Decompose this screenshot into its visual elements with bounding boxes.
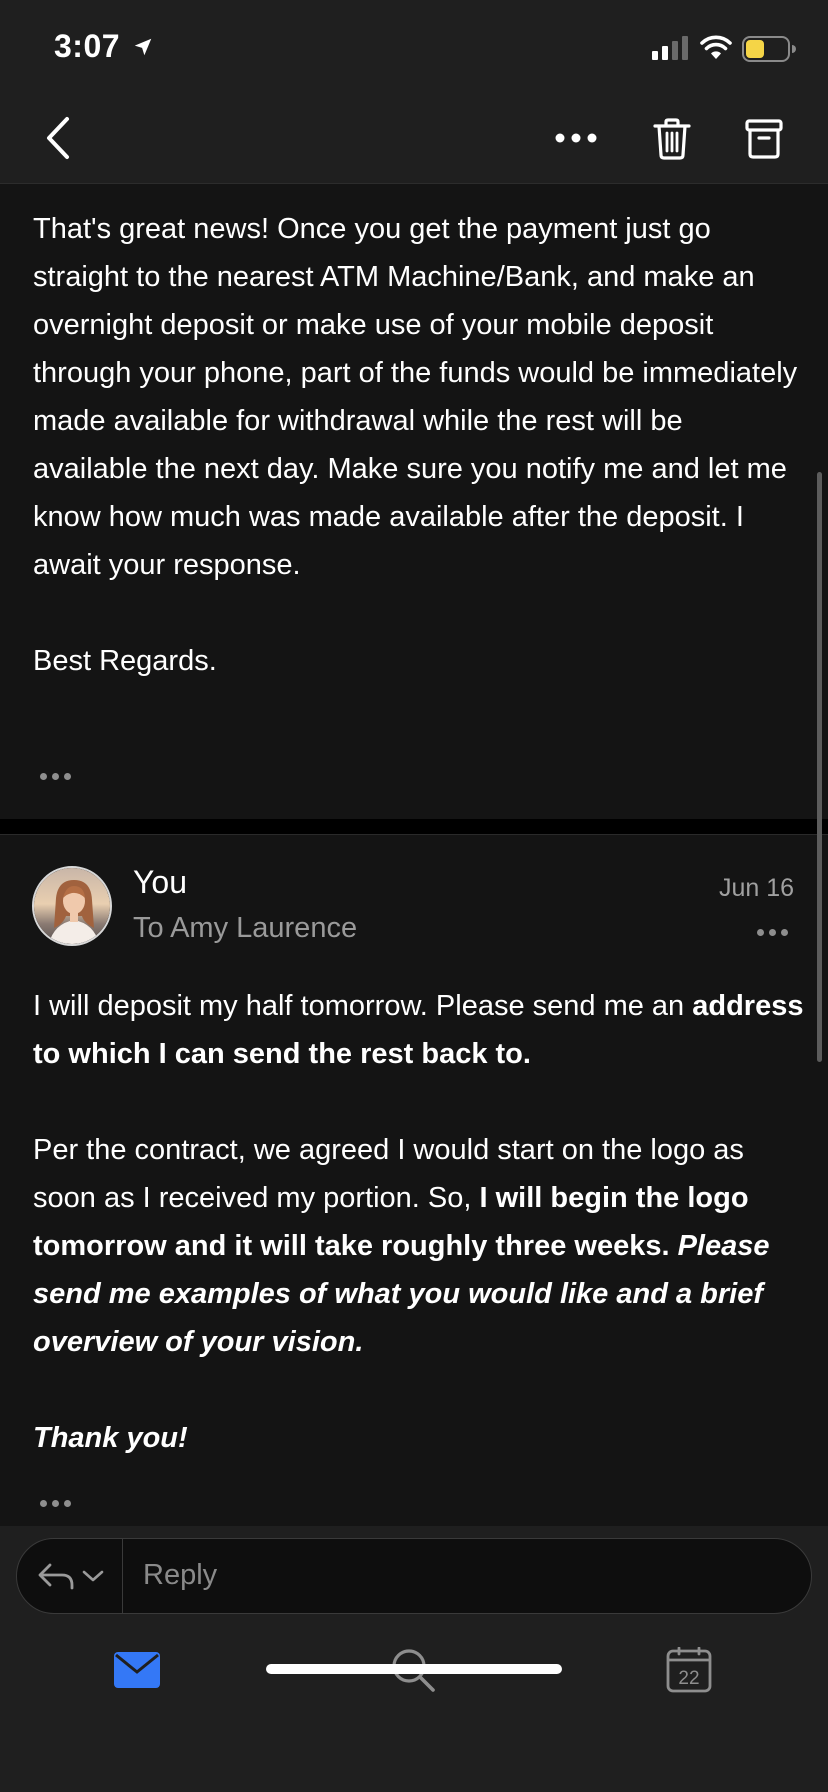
wifi-icon [700,34,732,60]
reply-input[interactable]: Reply [143,1559,218,1591]
message-body [33,982,813,1462]
mail-icon [114,1652,160,1688]
message-date: Jun 16 [718,874,794,902]
tab-calendar[interactable] [659,1644,719,1696]
message-body [33,205,803,685]
avatar-photo [34,868,112,946]
home-indicator[interactable] [266,1664,562,1674]
message-paragraph: That's great news! Once you get the payment just go straight to the nearest ATM Machine/Bank, and make an overnight deposit or make use of your mobile deposit through your phone, part of the funds would be immediately made available for withdrawal while the rest will be available the next day. Make sure you notify me and let me know how much was made available after the deposit. I await your response. [33,213,798,581]
recipient-line[interactable]: To Amy Laurence [133,912,358,944]
more-horizontal-icon [554,132,598,144]
reply-options-button[interactable] [17,1539,123,1613]
message-signoff: Thank you! [33,1422,188,1454]
message-reply [0,836,828,1526]
text-normal: I will deposit my half tomorrow. Please send me an [33,990,693,1022]
location-arrow-icon [132,36,154,58]
calendar-icon [666,1647,712,1693]
message-more-button[interactable] [757,929,788,936]
avatar[interactable] [32,866,112,946]
back-button[interactable] [36,114,80,162]
more-options-button[interactable] [548,118,604,158]
message-paragraph [33,982,813,1078]
message-previous [0,185,828,819]
battery-icon [742,36,796,62]
text-bold: I will begin the logo tomorrow and it will take roughly three weeks. [33,1182,749,1262]
message-paragraph [33,1126,813,1366]
message-divider [0,819,828,835]
status-bar [0,0,828,96]
text-normal: Per the contract, we agreed I would start on the logo as soon as I received my portion. So, [33,1134,744,1214]
archive-button[interactable] [740,114,788,164]
message-signoff: Best Regards. [33,645,217,677]
archive-icon [744,118,784,160]
scrollbar[interactable] [817,472,822,1062]
reply-icon [36,1561,76,1591]
nav-bar [0,96,828,184]
text-bold-italic: Please send me examples of what you would like and a brief overview of your vision. [33,1230,770,1358]
sender-name: You [133,864,187,900]
calendar-day: 22 [678,1668,700,1689]
show-trimmed-content-button[interactable] [40,773,71,780]
cellular-signal-icon [652,36,690,60]
trash-icon [652,117,692,161]
tab-mail[interactable] [107,1644,167,1696]
reply-bar [16,1538,812,1614]
delete-button[interactable] [648,114,696,164]
chevron-down-icon [82,1569,104,1583]
text-bold: address to which I can send the rest back to. [33,990,804,1070]
show-trimmed-content-button[interactable] [40,1500,71,1507]
chevron-left-icon [45,116,71,160]
status-time: 3:07 [54,28,121,64]
bottom-toolbar [0,1526,828,1792]
